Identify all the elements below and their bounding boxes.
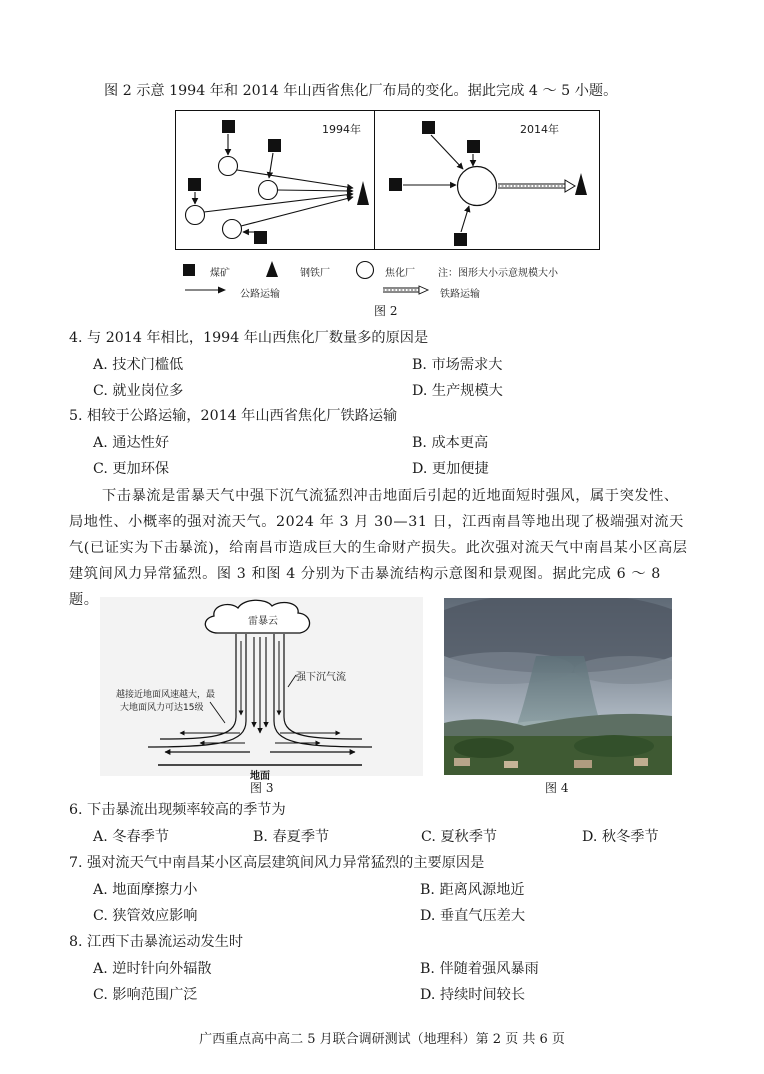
legend-coal-label: 煤矿 [210,268,230,279]
fig3-cloud-label: 雷暴云 [248,616,278,627]
q5-option-a[interactable]: A. 通达性好 [93,435,170,451]
fig4-caption: 图 4 [545,781,569,795]
coke-plant-icon [186,206,205,225]
q5-stem: 5. 相较于公路运输，2014 年山西省焦化厂铁路运输 [69,408,398,424]
q7-stem: 7. 强对流天气中南昌某小区高层建筑间风力异常猛烈的主要原因是 [69,855,485,871]
fig2-year-2014: 2014年 [520,123,559,136]
q6-option-c[interactable]: C. 夏秋季节 [421,829,498,845]
q4-stem: 4. 与 2014 年相比，1994 年山西焦化厂数量多的原因是 [69,330,429,346]
steel-mill-icon [357,181,369,205]
coal-mine-icon [188,178,201,191]
q5-option-b[interactable]: B. 成本更高 [412,435,489,451]
legend-road-label: 公路运输 [240,289,280,300]
fig3-note-line2: 大地面风力可达15级 [120,703,204,713]
coal-mine-icon [268,139,281,152]
steel-mill-icon [575,173,587,195]
coal-mine-icon [454,233,467,246]
fig3-caption: 图 3 [250,781,274,795]
q4-option-b[interactable]: B. 市场需求大 [412,357,503,373]
legend-road-icon [184,285,228,295]
q6-stem: 6. 下击暴流出现频率较高的季节为 [69,802,286,818]
q6-option-d[interactable]: D. 秋冬季节 [582,829,659,845]
fig2-2014-panel [389,121,587,246]
q7-option-a[interactable]: A. 地面摩擦力小 [93,882,198,898]
legend-coal-icon [183,264,195,276]
coke-plant-icon [458,167,497,206]
q7-option-b[interactable]: B. 距离风源地近 [420,882,525,898]
legend-coke-label: 焦化厂 [385,268,415,279]
legend-rail-label: 铁路运输 [440,289,480,300]
q5-option-c[interactable]: C. 更加环保 [93,461,170,477]
coke-plant-icon [219,157,238,176]
legend-steel-label: 钢铁厂 [300,268,330,279]
q8-option-c[interactable]: C. 影响范围广泛 [93,987,198,1003]
legend-rail-icon [382,285,432,295]
fig4-downburst-photo [444,598,672,775]
q7-option-d[interactable]: D. 垂直气压差大 [420,908,526,924]
q8-option-d[interactable]: D. 持续时间较长 [420,987,526,1003]
intro-downburst: 下击暴流是雷暴天气中强下沉气流猛烈冲击地面后引起的近地面短时强风，属于突发性、局地性、小概率的强对流天气。2024 年 3 月 30—31 日，江西南昌等地出现了极端强对流天气(已证实为下击暴流)，给南昌市造成巨大的生命财产损失。此次强对流天气中南昌某小区高层建筑间风力异常猛烈。图 3 和图 4 分别为下击暴流结构示意图和景观图。据此完成 6 ～ 8 题。 [69,488,688,608]
fig2-year-1994: 1994年 [322,123,361,136]
fig3-ground-label: 地面 [250,771,270,782]
q8-option-a[interactable]: A. 逆时针向外辐散 [93,961,212,977]
fig2-1994-panel [186,120,370,244]
intro-fig2: 图 2 示意 1994 年和 2014 年山西省焦化厂布局的变化。据此完成 4 ～ 5 小题。 [104,83,618,99]
coal-mine-icon [467,140,480,153]
q8-stem: 8. 江西下击暴流运动发生时 [69,934,244,950]
q4-option-c[interactable]: C. 就业岗位多 [93,383,184,399]
coke-plant-icon [223,220,242,239]
fig2-caption: 图 2 [374,304,398,318]
legend-steel-icon [264,260,280,278]
q6-option-b[interactable]: B. 春夏季节 [253,829,330,845]
coke-plant-icon [259,181,278,200]
q8-option-b[interactable]: B. 伴随着强风暴雨 [420,961,539,977]
legend-note: 注：图形大小示意规模大小 [438,268,558,279]
q6-option-a[interactable]: A. 冬春季节 [93,829,170,845]
coal-mine-icon [222,120,235,133]
coal-mine-icon [389,178,402,191]
legend-coke-icon [355,260,375,280]
q4-option-d[interactable]: D. 生产规模大 [412,383,503,399]
fig3-downdraft-label: 强下沉气流 [296,672,346,683]
coal-mine-icon [422,121,435,134]
coal-mine-icon [254,231,267,244]
q4-option-a[interactable]: A. 技术门槛低 [93,357,184,373]
q7-option-c[interactable]: C. 狭管效应影响 [93,908,198,924]
fig3-note-line1: 越接近地面风速越大，最 [116,690,216,700]
q5-option-d[interactable]: D. 更加便捷 [412,461,489,477]
page-footer: 广西重点高中高二 5 月联合调研测试（地理科）第 2 页 共 6 页 [199,1032,565,1047]
